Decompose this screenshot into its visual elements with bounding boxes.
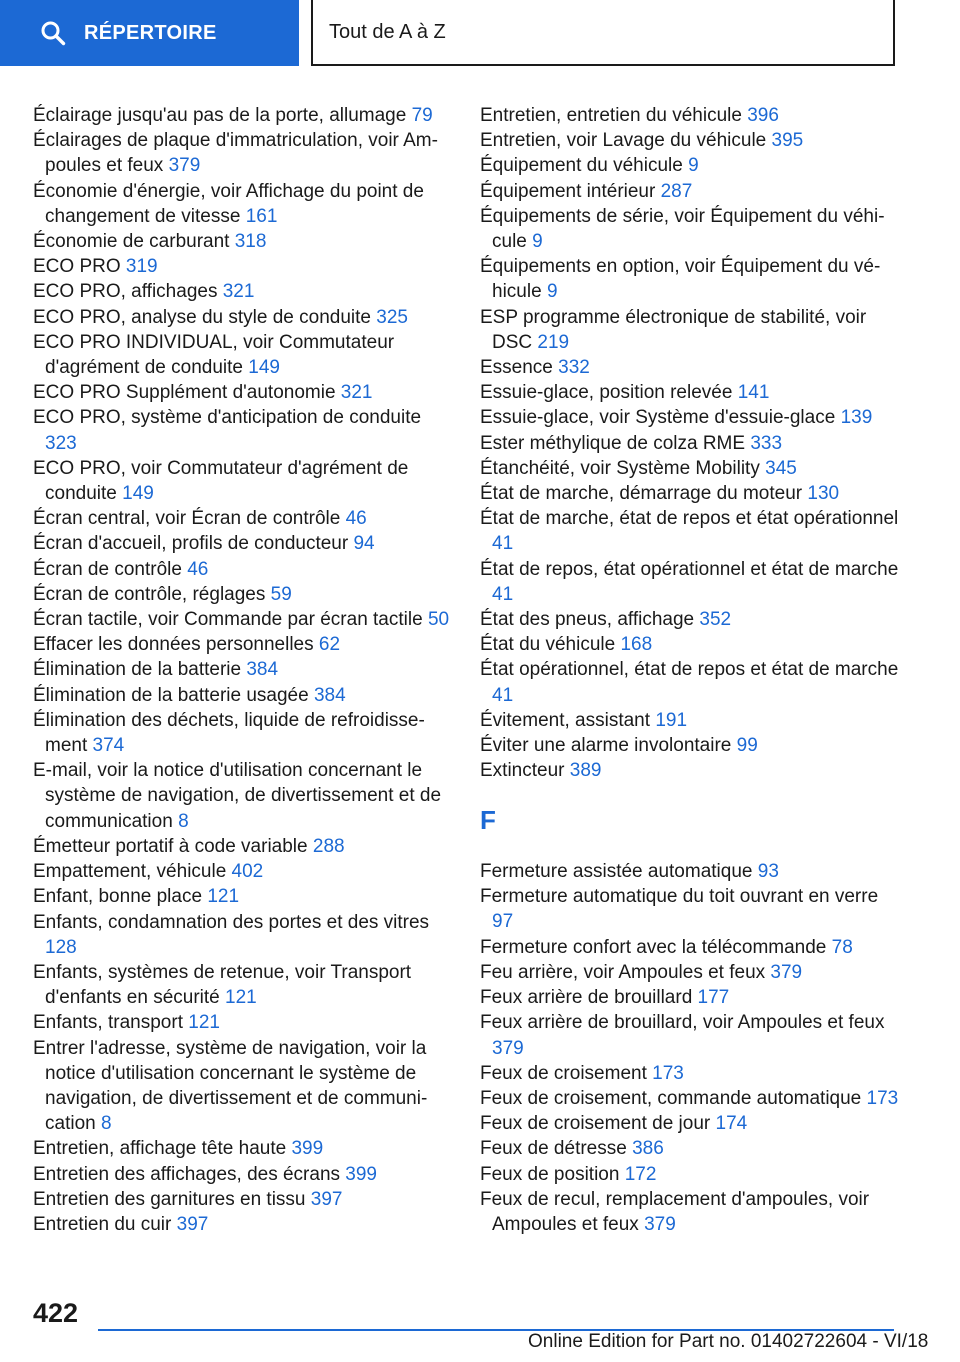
index-entry-text: Émetteur portatif à code variable [33,835,308,857]
index-entry [33,910,453,960]
index-entry [480,153,900,178]
page-reference-link[interactable]: 173 [652,1062,684,1084]
index-entry-text: Essuie-glace, voir Système d'essuie-glace [480,407,836,429]
index-entry-text: ESP programme électronique de stabilité, voir DSC [480,306,867,353]
page-reference-link[interactable]: 161 [245,205,278,227]
index-entry-text: Écran d'accueil, profils de conducteur [33,533,349,555]
page-reference-link[interactable]: 9 [688,155,699,177]
index-entry [480,758,900,783]
page-reference-link[interactable]: 172 [624,1163,657,1185]
page-reference-link[interactable]: 379 [644,1213,676,1235]
index-entry-text: Fermeture assistée automatique [480,861,753,883]
page-reference-link[interactable]: 321 [222,281,255,303]
index-entry-text: ECO PRO, système d'anticipation de conduite [33,407,422,429]
page-reference-link[interactable]: 321 [340,382,373,404]
index-entry-text: Feux arrière de brouillard, voir Ampoules et feux [480,1012,885,1034]
index-entry [480,884,900,934]
index-entry-text: Évitement, assistant [480,709,651,731]
index-entry-text: Enfants, transport [33,1012,183,1034]
page-reference-link[interactable]: 8 [100,1113,112,1135]
index-entry-text: Enfant, bonne place [33,886,203,908]
page-reference-link[interactable]: 121 [207,886,240,908]
section-letter: F [480,805,496,836]
page-reference-link[interactable]: 288 [312,835,345,857]
index-entry-text: État de marche, démarrage du moteur [480,483,803,505]
index-entry-text: ECO PRO Supplément d'autonomie [33,382,336,404]
section-tab-label: Tout de A à Z [329,20,446,43]
page-reference-link[interactable]: 121 [225,987,257,1009]
index-entry [480,254,900,304]
index-entry [33,582,453,607]
index-entry [33,254,453,279]
index-entry [33,1136,453,1161]
index-entry-text: Enfants, condamnation des portes et des vitres [33,911,430,933]
index-entry-text: Feux de croisement de jour [480,1113,711,1135]
index-entry-text: Économie d'énergie, voir Affichage du point de changement de vitesse [33,180,424,227]
page-reference-link[interactable]: 219 [537,331,570,353]
page-reference-link[interactable]: 168 [620,634,653,656]
index-entry-text: Élimination de la batterie usagée [33,684,309,706]
page-reference-link[interactable]: 397 [176,1213,209,1235]
index-entry-text: ECO PRO, analyse du style de conduite [33,306,371,328]
index-entry [33,607,453,632]
index-entry [33,1036,453,1137]
section-tab[interactable] [311,0,895,66]
index-entry [33,380,453,405]
index-entry-text: Entretien, affichage tête haute [33,1138,287,1160]
index-entry-text: Équipement intérieur [480,180,656,202]
index-entry [33,128,453,178]
index-entry [33,1187,453,1212]
index-entry [33,632,453,657]
page-reference-link[interactable]: 374 [92,735,125,757]
index-entry-text: Écran tactile, voir Commande par écran tactile [33,609,423,631]
index-entry [480,456,900,481]
index-entry-text: Élimination des déchets, liquide de refroidissement [33,709,425,757]
page-reference-link[interactable]: 352 [699,609,732,631]
index-entry [480,1136,900,1161]
index-entry-text: Entrer l'adresse, système de navigation, voir la notice d'utilisation concernant le système de navigation, de divertissement et de communication [33,1037,428,1135]
search-icon [40,20,66,46]
index-group-f [480,859,900,1237]
page-reference-link[interactable]: 46 [187,558,209,580]
index-entry-text: Entretien, entretien du véhicule [480,105,742,126]
index-entry-text: Éviter une alarme involontaire [480,735,732,757]
index-entry [33,506,453,531]
index-entry [33,657,453,682]
page-reference-link[interactable]: 59 [270,583,292,605]
index-entry [33,405,453,455]
index-entry [480,632,900,657]
index-entry-text: Extincteur [480,760,565,782]
index-entry-text: Équipement du véhicule [480,155,683,177]
page-reference-link[interactable]: 399 [291,1138,324,1160]
index-entry-text: Éclairages de plaque d'immatriculation, voir Ampoules et feux [33,130,438,177]
page-reference-link[interactable]: 332 [558,357,590,379]
index-entry-text: Étanchéité, voir Système Mobility [480,457,760,479]
index-entry [480,405,900,430]
page-reference-link[interactable]: 319 [125,256,158,278]
index-entry-text: Écran de contrôle [33,558,182,580]
index-entry [480,733,900,758]
index-entry [33,884,453,909]
index-entry-text: Feux arrière de brouillard [480,987,693,1009]
page-reference-link[interactable]: 389 [569,760,602,782]
page-reference-link[interactable]: 396 [747,105,779,126]
index-entry-text: Entretien, voir Lavage du véhicule [480,130,767,152]
page-reference-link[interactable]: 345 [765,457,797,479]
index-entry [480,128,900,153]
index-entry-text: Élimination de la batterie [33,659,242,681]
index-entry [33,531,453,556]
page-reference-link[interactable]: 130 [807,483,840,505]
index-entry-text: Feux de croisement [480,1062,647,1084]
index-entry [480,506,900,556]
index-entry-text: Essence [480,357,553,379]
index-entry [480,1111,900,1136]
index-entry-text: État opérationnel, état de repos et état de marche [480,659,899,681]
index-entry-text: Éclairage jusqu'au pas de la porte, allumage [33,105,407,126]
index-entry [480,859,900,884]
index-entry [480,1086,900,1111]
index-entry [480,708,900,733]
page-reference-link[interactable]: 62 [318,634,341,656]
index-entry [480,657,900,707]
page-reference-link[interactable]: 141 [737,382,770,404]
index-entry-text: État du véhicule [480,634,616,656]
page-reference-link[interactable]: 191 [655,709,688,731]
index-entry [480,960,900,985]
index-entry-text: ECO PRO INDIVIDUAL, voir Commutateur d'agrément de conduite [33,331,395,379]
page-reference-link[interactable]: 121 [188,1012,220,1034]
index-entry-text: ECO PRO [33,256,121,278]
page-reference-link[interactable]: 384 [313,684,346,706]
index-entry [480,1187,900,1237]
index-entry [33,229,453,254]
index-column-right [480,103,900,1237]
page-reference-link[interactable]: 99 [736,735,758,757]
index-entry-text: Essuie-glace, position relevée [480,382,733,404]
directory-tab[interactable] [0,0,299,66]
page-reference-link[interactable]: 402 [231,861,264,883]
page-reference-link[interactable]: 128 [45,936,77,958]
page-reference-link[interactable]: 149 [248,357,280,379]
index-entry-text: Effacer les données personnelles [33,634,314,656]
page-reference-link[interactable]: 399 [345,1163,377,1185]
index-entry [480,1162,900,1187]
index-entry-text: Fermeture confort avec la télécommande [480,936,827,958]
page-reference-link[interactable]: 9 [546,281,558,303]
index-entry [480,179,900,204]
index-entry-text: Feux de recul, remplacement d'ampoules, voir Ampoules et feux [480,1188,870,1235]
index-entry-text: Économie de carburant [33,231,230,253]
index-entry [33,330,453,380]
page-reference-link[interactable]: 397 [310,1188,343,1210]
index-entry [33,305,453,330]
index-entry-text: E-mail, voir la notice d'utilisation concernant le système de navigation, de divertissement et de communication [33,760,442,832]
index-entry-text: État de repos, état opérationnel et état de marche [480,558,899,580]
index-entry [33,557,453,582]
index-entry-text: ECO PRO, affichages [33,281,218,303]
index-entry [480,305,900,355]
page-reference-link[interactable]: 318 [234,231,267,253]
index-entry [480,1061,900,1086]
index-entry-text: Feux de croisement, commande automatique [480,1087,862,1109]
index-entry [480,431,900,456]
page-reference-link[interactable]: 78 [831,936,853,958]
page-reference-link[interactable]: 325 [376,306,408,328]
index-entry [480,380,900,405]
index-entry [33,683,453,708]
index-entry-text: Fermeture automatique du toit ouvrant en verre [480,886,879,908]
page-reference-link[interactable]: 174 [715,1113,748,1135]
page-reference-link[interactable]: 41 [492,684,514,706]
page-reference-link[interactable]: 386 [632,1138,664,1160]
page-reference-link[interactable]: 94 [353,533,375,555]
index-entry [480,557,900,607]
page-reference-link[interactable]: 139 [840,407,873,429]
index-entry-text: Équipements en option, voir Équipement du véhicule [480,256,881,303]
index-entry-text: Entretien des garnitures en tissu [33,1188,306,1210]
page-reference-link[interactable]: 79 [411,105,433,126]
page-reference-link[interactable]: 149 [122,483,154,505]
index-entry [33,834,453,859]
index-entry-text: Entretien des affichages, des écrans [33,1163,341,1185]
index-entry [480,985,900,1010]
page-reference-link[interactable]: 287 [660,180,693,202]
page-reference-link[interactable]: 323 [45,432,77,454]
page-reference-link[interactable]: 41 [492,533,514,555]
directory-tab-label: RÉPERTOIRE [84,21,217,44]
page-reference-link[interactable]: 8 [178,810,189,832]
index-entry-text: Équipements de série, voir Équipement du véhicule [480,205,885,253]
page-reference-link[interactable]: 41 [492,583,514,605]
page-reference-link[interactable]: 173 [866,1087,899,1109]
index-entry-text: Enfants, systèmes de retenue, voir Transport d'enfants en sécurité [33,961,412,1009]
index-entry-text: Écran de contrôle, réglages [33,583,266,605]
index-entry [33,859,453,884]
index-entry-text: Feux de détresse [480,1138,627,1160]
page-number: 422 [33,1298,79,1328]
index-group-e [480,103,900,783]
index-entry-text: Écran central, voir Écran de contrôle [33,508,341,530]
edition-footer: Online Edition for Part no. 01402722604 - VI/18 [528,1331,929,1352]
index-entry [33,1162,453,1187]
index-entry [33,103,453,128]
page-reference-link[interactable]: 333 [750,432,783,454]
page-reference-link[interactable]: 46 [345,508,367,530]
index-entry [33,960,453,1010]
index-entry [480,481,900,506]
index-entry [33,456,453,506]
index-entry-text: Ester méthylique de colza RME [480,432,746,454]
index-entry [33,1010,453,1035]
index-entry-text: Feu arrière, voir Ampoules et feux [480,961,766,983]
index-entry [480,607,900,632]
index-entry [480,355,900,380]
index-entry-text: Empattement, véhicule [33,861,227,883]
index-entry [33,1212,453,1237]
page-reference-link[interactable]: 50 [427,609,450,631]
index-entry-text: Feux de position [480,1163,620,1185]
page-reference-link[interactable]: 379 [770,961,803,983]
page-header [0,0,960,66]
index-entry [480,935,900,960]
page-reference-link[interactable]: 384 [246,659,279,681]
index-entry [480,1010,900,1060]
index-entry-text: Entretien du cuir [33,1213,172,1235]
page-reference-link[interactable]: 379 [168,155,201,177]
page-reference-link[interactable]: 395 [771,130,804,152]
page-reference-link[interactable]: 97 [492,911,514,933]
page-reference-link[interactable]: 177 [697,987,730,1009]
page-reference-link[interactable]: 9 [532,231,543,253]
page-reference-link[interactable]: 93 [757,861,779,883]
index-entry [33,279,453,304]
page-reference-link[interactable]: 379 [492,1037,524,1059]
index-entry [33,758,453,834]
index-entry [33,708,453,758]
index-column-left [33,103,453,1237]
index-entry-text: ECO PRO, voir Commutateur d'agrément de conduite [33,457,409,505]
index-entry [33,179,453,229]
index-entry [480,103,900,128]
index-entry-text: État des pneus, affichage [480,609,695,631]
index-entry-text: État de marche, état de repos et état opérationnel [480,508,899,530]
index-entry [480,204,900,254]
